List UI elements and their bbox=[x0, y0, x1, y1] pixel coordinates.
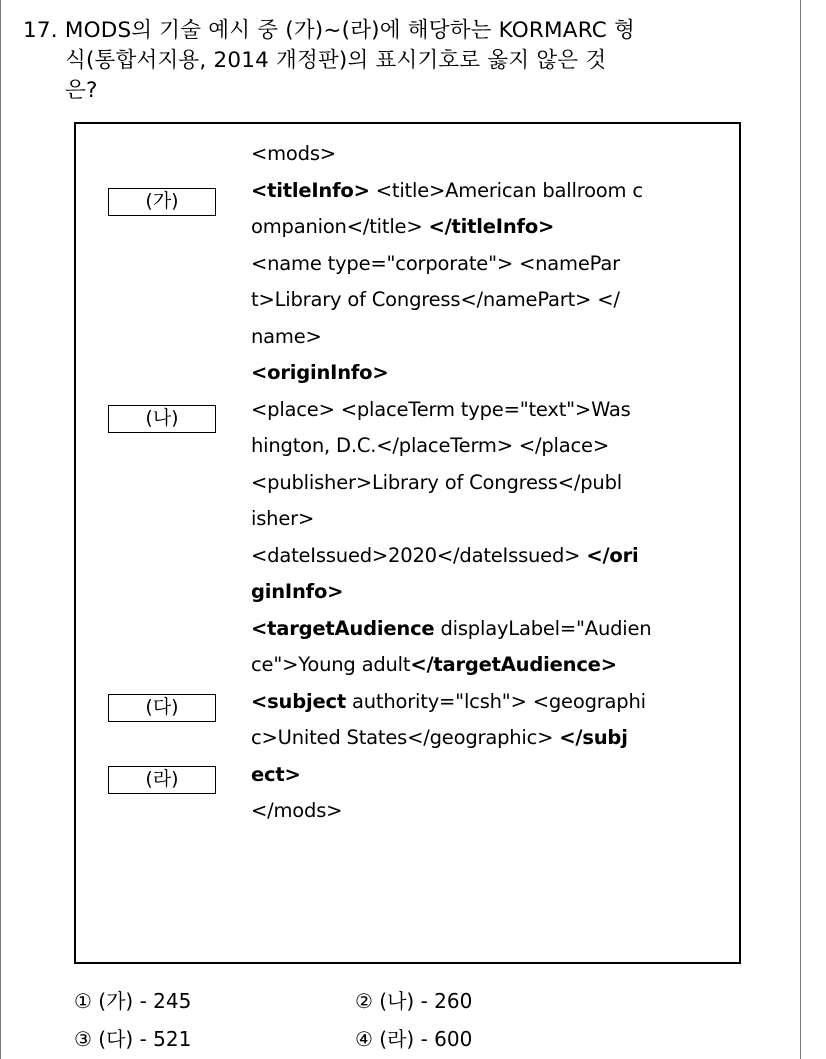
label-da: (다) bbox=[108, 694, 216, 722]
question-line-2: 식(통합서지용, 2014 개정판)의 표시기호로 옳지 않은 것 bbox=[65, 48, 607, 73]
code-line bbox=[251, 355, 731, 392]
code-line bbox=[251, 173, 731, 210]
code-tag-bold: ect> bbox=[251, 762, 301, 786]
option-4[interactable]: ④ (라) - 600 bbox=[355, 1027, 473, 1051]
code-text: displayLabel="Audien bbox=[434, 616, 652, 640]
code-line: <place> <placeTerm type="text">Was bbox=[251, 397, 631, 421]
question-line-3: 은? bbox=[65, 78, 98, 103]
label-ra: (라) bbox=[108, 766, 216, 794]
option-2[interactable]: ② (나) - 260 bbox=[355, 989, 473, 1013]
code-text: <dateIssued>2020</dateIssued> bbox=[251, 543, 587, 567]
code-tag-bold: <originInfo> bbox=[251, 361, 389, 384]
code-text: authority="lcsh"> <geographi bbox=[345, 689, 646, 713]
code-text: ompanion</title> bbox=[251, 215, 429, 238]
code-tag-bold: <subject bbox=[251, 689, 346, 713]
code-line bbox=[251, 538, 731, 575]
code-line bbox=[251, 611, 731, 648]
code-line: isher> bbox=[251, 507, 315, 530]
code-line bbox=[251, 757, 731, 794]
option-3[interactable]: ③ (다) - 521 bbox=[74, 1027, 192, 1051]
code-tag-bold: ginInfo> bbox=[251, 580, 344, 603]
label-ga: (가) bbox=[108, 188, 216, 216]
code-tag-bold: </targetAudience> bbox=[410, 653, 617, 676]
code-line bbox=[251, 647, 731, 684]
code-line: </mods> bbox=[251, 799, 343, 822]
code-tag-bold: </subj bbox=[559, 726, 628, 749]
code-line: hington, D.C.</placeTerm> </place> bbox=[251, 434, 609, 457]
mods-example-box bbox=[74, 122, 741, 964]
code-tag-bold: <titleInfo> bbox=[251, 178, 370, 202]
code-text: c>United States</geographic> bbox=[251, 726, 560, 749]
code-tag-bold: </ori bbox=[586, 543, 639, 567]
code-line bbox=[251, 684, 731, 721]
code-line: <mods> bbox=[251, 142, 336, 165]
code-text: <title>American ballroom c bbox=[369, 178, 643, 202]
code-text: ce">Young adult bbox=[251, 653, 411, 676]
question-text bbox=[23, 16, 793, 106]
mods-code bbox=[251, 136, 731, 830]
question-line-1: 17. MODS의 기술 예시 중 (가)~(라)에 해당하는 KORMARC 형 bbox=[23, 18, 635, 43]
code-tag-bold: <targetAudience bbox=[251, 616, 435, 640]
code-line: name> bbox=[251, 324, 322, 348]
option-1[interactable]: ① (가) - 245 bbox=[74, 989, 192, 1013]
code-line bbox=[251, 720, 731, 757]
code-line: t>Library of Congress</namePart> </ bbox=[251, 288, 620, 311]
label-na: (나) bbox=[108, 405, 216, 433]
code-line: <publisher>Library of Congress</publ bbox=[251, 470, 622, 494]
code-line bbox=[251, 209, 731, 246]
code-line: <name type="corporate"> <namePar bbox=[251, 251, 620, 275]
code-line bbox=[251, 574, 731, 611]
code-tag-bold: </titleInfo> bbox=[428, 215, 555, 238]
